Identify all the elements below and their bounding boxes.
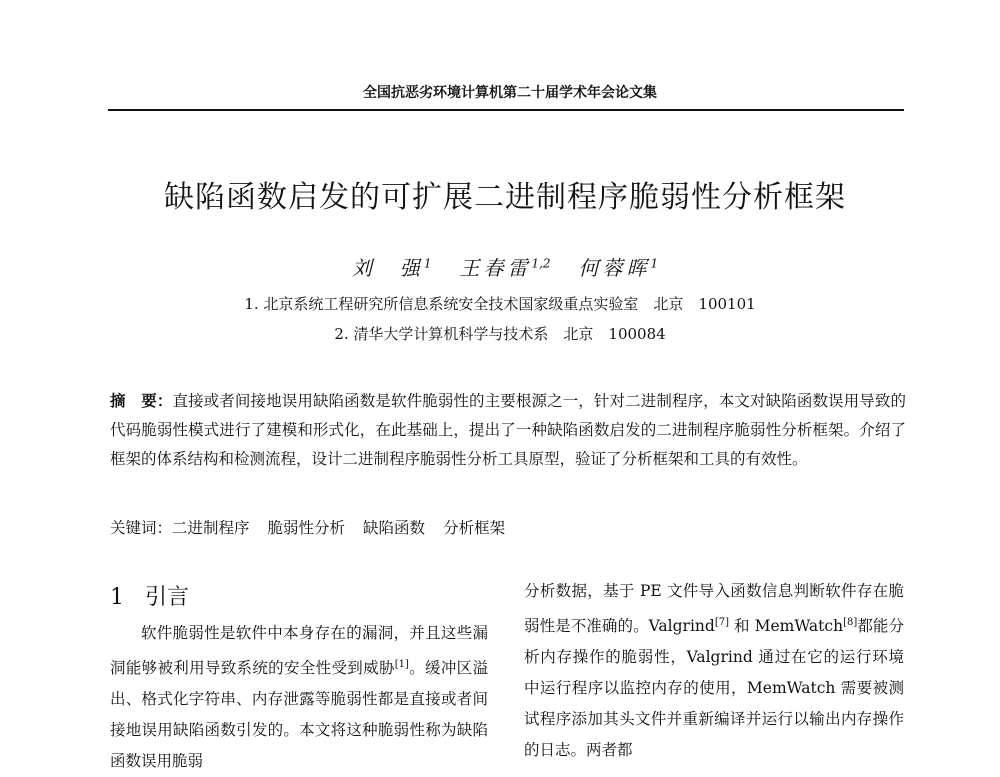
section-heading — [110, 580, 189, 611]
body-text: 分析数据，基于 PE 文件导入函数信息判断软件存在脆弱性是不准确的。Valgrind — [524, 582, 904, 636]
body-text: 软件脆弱性是软件中本身存在的漏洞，并且这些漏洞能够被利用导致系统的安全性受到威胁 — [110, 624, 488, 678]
abstract — [110, 386, 906, 474]
citation: [7] — [714, 617, 729, 628]
abstract-text: 直接或者间接地误用缺陷函数是软件脆弱性的主要根源之一，针对二进制程序，本文对缺陷函数误用导致的代码脆弱性模式进行了建模和形式化，在此基础上，提出了一种缺陷函数启发的二进制程序脆弱性分析框架。介绍了框架的体系结构和检测流程，设计二进制程序脆弱性分析工具原型，验证了分析框架和工具的有效性。 — [110, 392, 906, 468]
author-name: 刘 强 — [351, 256, 424, 280]
keywords-label: 关键词： — [110, 519, 173, 537]
affiliation-2: 2. 清华大学计算机科学与技术系 北京 100084 — [334, 325, 666, 343]
body-text: 和 MemWatch — [729, 617, 844, 636]
header-rule — [108, 109, 904, 111]
author-affil-mark: 1 — [423, 256, 432, 271]
keyword: 脆弱性分析 — [267, 519, 346, 537]
section-title: 引言 — [144, 585, 189, 610]
body-text: 都能分析内存操作的脆弱性，Valgrind 通过在它的运行环境中运行程序以监控内存的使用，MemWatch 需要被测试程序添加其头文件并重新编译并运行以输出内存操作的日志。两者都 — [524, 617, 904, 760]
citation: [1] — [394, 659, 409, 670]
abstract-label: 摘 要： — [110, 391, 173, 410]
author-affil-mark: 1 — [650, 256, 659, 271]
section-number: 1 — [110, 585, 124, 610]
author-list — [300, 252, 710, 281]
keyword: 二进制程序 — [172, 519, 250, 537]
keywords — [110, 514, 906, 543]
paper-title: 缺陷函数启发的可扩展二进制程序脆弱性分析框架 — [164, 180, 846, 215]
author-affil-mark: 1,2 — [531, 256, 551, 271]
author-name: 何蓉晖 — [578, 256, 651, 280]
citation: [8] — [843, 617, 858, 628]
keyword: 缺陷函数 — [363, 519, 426, 537]
right-column-text — [524, 576, 904, 766]
affiliation-1: 1. 北京系统工程研究所信息系统安全技术国家级重点实验室 北京 100101 — [244, 295, 756, 313]
author-name: 王春雷 — [459, 256, 532, 280]
left-column-text — [110, 618, 488, 777]
keyword: 分析框架 — [443, 519, 506, 537]
running-header: 全国抗恶劣环境计算机第二十届学术年会论文集 — [363, 85, 657, 101]
body-text: 。缓冲区溢出、格式化字符串、内存泄露等脆弱性都是直接或者间接地误用缺陷函数引发的。本文将这种脆弱性称为缺陷函数误用脆弱 — [110, 659, 488, 771]
